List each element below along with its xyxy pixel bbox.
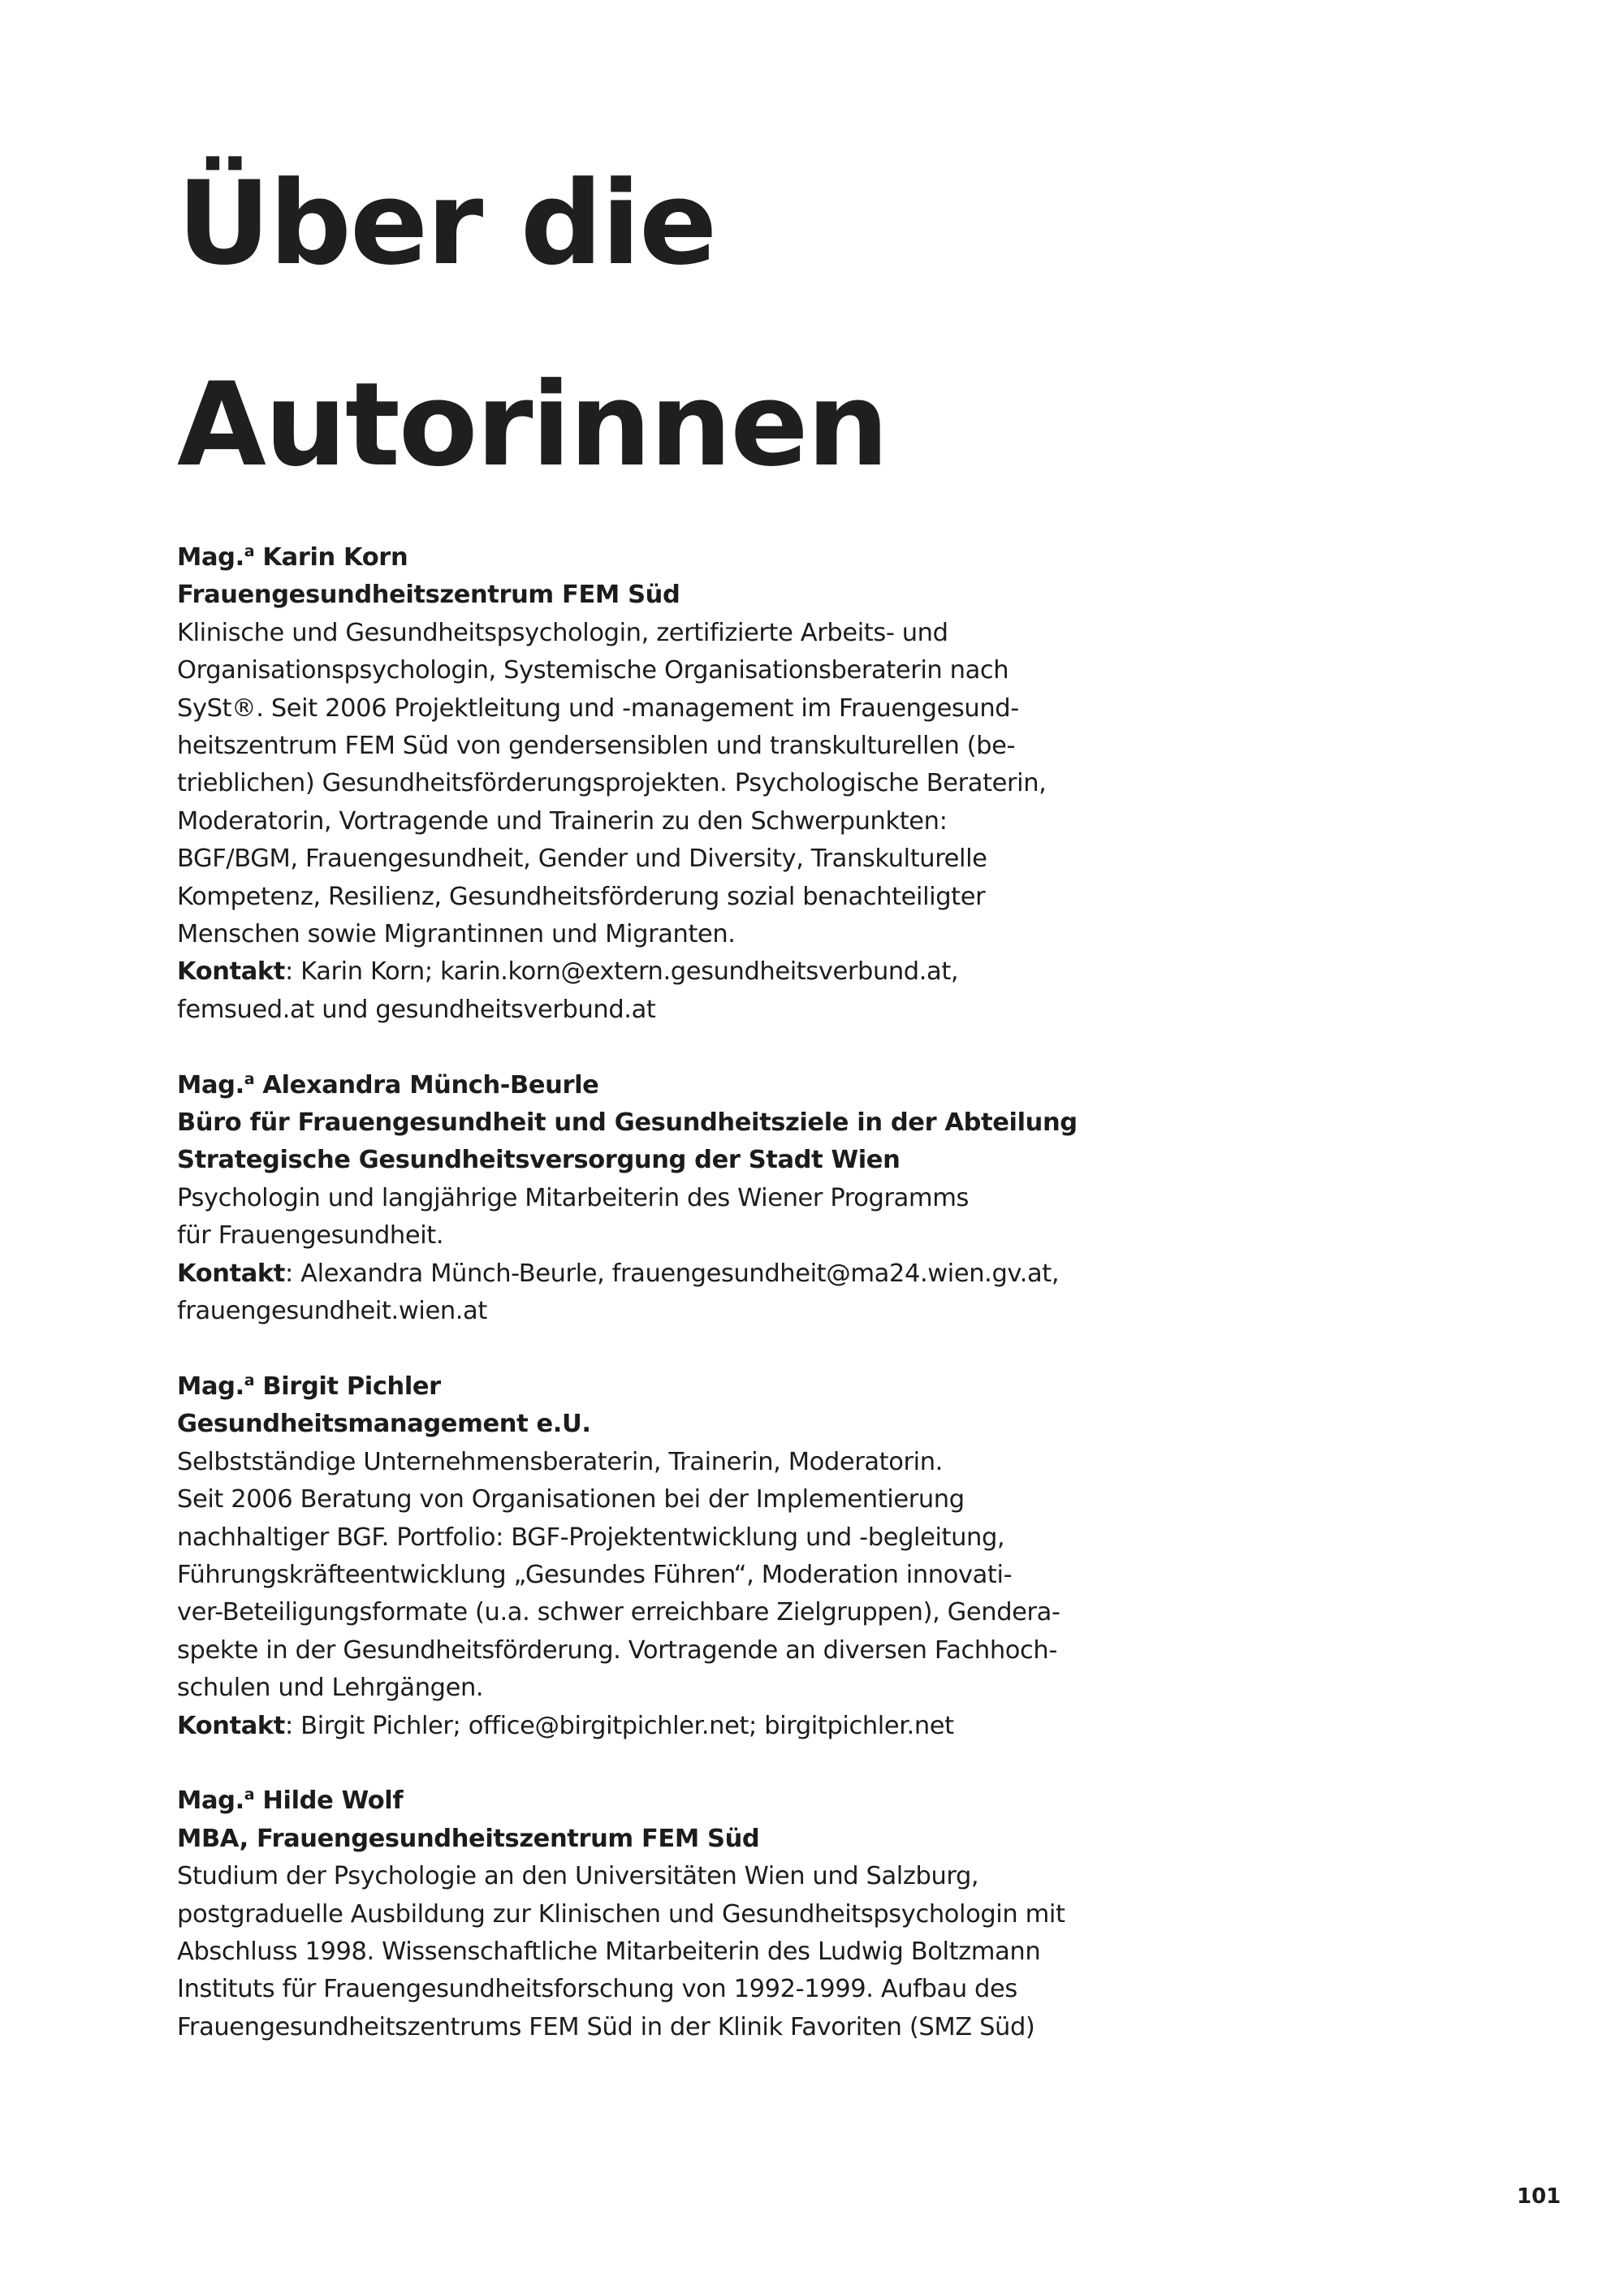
bio-text-line: Kompetenz, Resilienz, Gesundheitsförderung sozial benachteiligter [177, 882, 986, 911]
academic-title-superscript: a [244, 1371, 255, 1389]
author-bio-korn [177, 539, 1135, 1029]
bio-text-line: SySt®. Seit 2006 Projektleitung und -management im Frauengesund- [177, 693, 1019, 723]
bio-text-line: spekte in der Gesundheitsförderung. Vortragende an diversen Fachhoch- [177, 1635, 1057, 1665]
bio-text-line: schulen und Lehrgängen. [177, 1674, 484, 1703]
bio-text-line: Studium der Psychologie an den Universitäten Wien und Salzburg, [177, 1862, 979, 1891]
contact-line [177, 1708, 1135, 1745]
author-list [177, 539, 1135, 2084]
contact-label: Kontakt [177, 957, 285, 987]
academic-title: Mag. [177, 1372, 244, 1401]
author-affiliation: MBA, Frauengesundheitszentrum FEM Süd [177, 1824, 760, 1853]
bio-text-line: trieblichen) Gesundheitsförderungsprojekten. Psychologische Beraterin, [177, 769, 1047, 798]
academic-title: Mag. [177, 1070, 244, 1099]
author-name [177, 539, 1135, 577]
page-number: 101 [1517, 2184, 1561, 2209]
contact-line [177, 1255, 1135, 1293]
contact-label: Kontakt [177, 1259, 285, 1288]
bio-text-line: nachhaltiger BGF. Portfolio: BGF-Projektentwicklung und -begleitung, [177, 1523, 1005, 1552]
author-name-text: Karin Korn [254, 543, 408, 572]
bio-text-line: Führungskräfteentwicklung „Gesundes Führen“, Moderation innovati- [177, 1560, 1013, 1589]
bio-text-line: heitszentrum FEM Süd von gendersensiblen und transkulturellen (be- [177, 732, 1016, 761]
bio-text-line: Selbstständige Unternehmensberaterin, Trainerin, Moderatorin. [177, 1447, 943, 1476]
academic-title-superscript: a [244, 542, 255, 560]
author-affiliation: Frauengesundheitszentrum FEM Süd [177, 581, 680, 610]
contact-text: : Alexandra Münch-Beurle, frauengesundheit@ma24.wien.gv.at, [285, 1259, 1060, 1288]
author-name [177, 1067, 1135, 1104]
contact-line: frauengesundheit.wien.at [177, 1297, 487, 1326]
page-title [177, 123, 888, 526]
academic-title-superscript: a [244, 1069, 255, 1088]
contact-text: : Karin Korn; karin.korn@extern.gesundheitsverbund.at, [285, 957, 959, 987]
bio-text-line: Klinische und Gesundheitspsychologin, zertifizierte Arbeits- und [177, 618, 948, 647]
bio-text-line: Menschen sowie Migrantinnen und Migranten. [177, 920, 736, 949]
author-name-text: Hilde Wolf [254, 1786, 404, 1816]
contact-line: femsued.at und gesundheitsverbund.at [177, 995, 656, 1024]
bio-text-line: Moderatorin, Vortragende und Trainerin zu den Schwerpunkten: [177, 806, 948, 836]
author-bio-muench-beurle [177, 1067, 1135, 1331]
bio-text-line: Instituts für Frauengesundheitsforschung von 1992-1999. Aufbau des [177, 1975, 1017, 2004]
author-name [177, 1782, 1135, 1820]
bio-text-line: BGF/BGM, Frauengesundheit, Gender und Diversity, Transkulturelle [177, 845, 987, 874]
bio-text-line: Abschluss 1998. Wissenschaftliche Mitarbeiterin des Ludwig Boltzmann [177, 1937, 1041, 1966]
bio-text-line: ver-Beteiligungsformate (u.a. schwer erreichbare Zielgruppen), Gendera- [177, 1598, 1060, 1627]
author-bio-pichler [177, 1368, 1135, 1745]
page-title-line: Über die [177, 157, 716, 291]
author-name-text: Alexandra Münch-Beurle [254, 1070, 599, 1099]
author-name-text: Birgit Pichler [254, 1372, 441, 1401]
page-title-line: Autorinnen [177, 358, 888, 492]
author-bio-wolf [177, 1782, 1135, 2046]
bio-text-line: Psychologin und langjährige Mitarbeiterin des Wiener Programms [177, 1183, 970, 1212]
author-affiliation: Büro für Frauengesundheit und Gesundheitsziele in der Abteilung [177, 1108, 1078, 1138]
bio-text-line: Seit 2006 Beratung von Organisationen bei der Implementierung [177, 1485, 965, 1514]
academic-title: Mag. [177, 1786, 244, 1816]
academic-title-superscript: a [244, 1786, 255, 1804]
author-affiliation: Strategische Gesundheitsversorgung der Stadt Wien [177, 1146, 901, 1175]
author-affiliation: Gesundheitsmanagement e.U. [177, 1410, 591, 1439]
bio-text-line: postgraduelle Ausbildung zur Klinischen und Gesundheitspsychologin mit [177, 1899, 1065, 1929]
contact-line [177, 953, 1135, 991]
bio-text-line: für Frauengesundheit. [177, 1221, 444, 1251]
author-name [177, 1368, 1135, 1406]
contact-text: : Birgit Pichler; office@birgitpichler.net; birgitpichler.net [285, 1711, 954, 1740]
contact-label: Kontakt [177, 1711, 285, 1740]
bio-text-line: Organisationspsychologin, Systemische Organisationsberaterin nach [177, 656, 1009, 685]
bio-text-line: Frauengesundheitszentrums FEM Süd in der Klinik Favoriten (SMZ Süd) [177, 2012, 1035, 2041]
academic-title: Mag. [177, 543, 244, 572]
